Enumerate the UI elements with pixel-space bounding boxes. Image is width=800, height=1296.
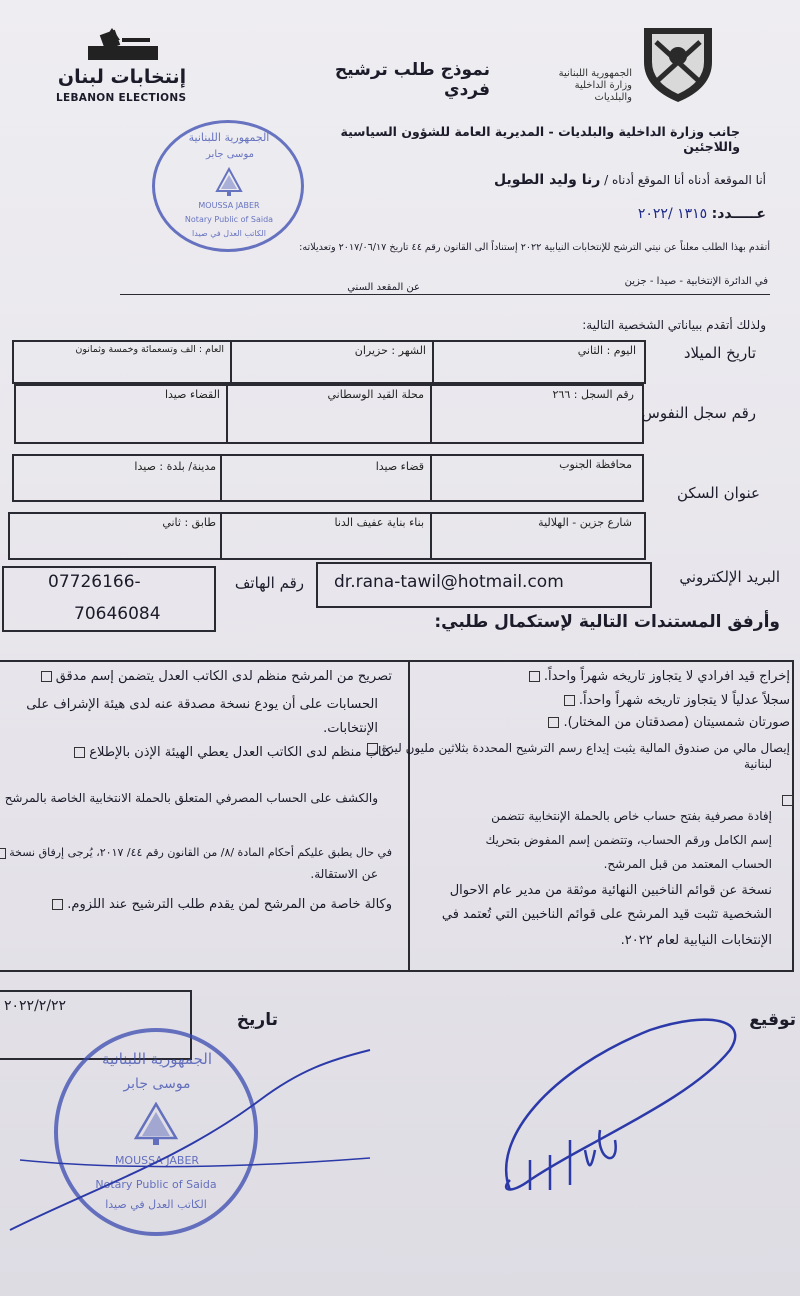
address-label: عنوان السكن: [677, 484, 760, 502]
doc-right-4b: لبنانية: [744, 757, 772, 771]
documents-heading: وأرفق المستندات التالية لإستكمال طلبي:: [434, 612, 780, 632]
phone-line-1: 07726166-: [48, 572, 141, 592]
addr-street: شارع جزين - الهلالية: [538, 516, 632, 529]
documents-divider: [408, 660, 410, 972]
signer-prefix: أنا الموقعة أدناه أنا الموقع أدناه /: [604, 173, 766, 187]
notary-stamp-top: [152, 120, 304, 252]
doc-left-2b: والكشف على الحساب المصرفي المتعلق بالحملة الانتخابية الخاصة بالمرشح: [4, 791, 378, 805]
date-label: تاريخ: [236, 1010, 278, 1030]
ballot-box-icon: [52, 28, 202, 68]
registry-locality: محلة القيد الوسطاني: [327, 388, 424, 401]
stamp-top-name-ar: موسى جابر: [206, 149, 254, 160]
doc-left-2: كتاب منظم لدى الكاتب العدل يعطي الهيئة الإذن بالإطلاع: [74, 744, 392, 762]
addr-floor: طابق : ثاني: [162, 516, 216, 529]
addr-governorate: محافظة الجنوب: [559, 458, 632, 471]
doc-right-5b: إسم الكامل ورقم الحساب، وتتضمن إسم المفوض بتحريك: [485, 833, 772, 847]
stamp-top-notary-ar: الكاتب العدل في صيدا: [192, 229, 266, 238]
registry-district: القضاء صيدا: [164, 388, 220, 401]
ministry-emblem: [636, 22, 720, 104]
shield-emblem-icon: [636, 22, 720, 104]
form-title: نموذج طلب ترشيح فردي: [334, 60, 490, 100]
addr-district: قضاء صيدا: [375, 460, 424, 473]
district-underline: [120, 294, 770, 295]
date-value: ٢٠٢٢/٢/٢٢: [4, 998, 67, 1014]
signer-name: رنا وليد الطويل: [494, 172, 601, 188]
doc-left-1b: الحسابات على أن يودع نسخة مصدقة عنه لدى هيئة الإشراف على: [26, 697, 378, 712]
dob-year: العام : الف وتسعمائة وخمسة وثمانون: [75, 344, 224, 355]
stamp-bottom-republic: الجمهورية اللبنانية: [101, 1050, 213, 1068]
ministry-logo-text: [540, 68, 632, 104]
number-value: ١٣١٥ /٢٠٢٢: [637, 206, 708, 222]
doc-left-3: في حال يطبق عليكم أحكام المادة /٨/ من القانون رقم ٤٤/ ٢٠١٧، يُرجى إرفاق نسخة: [0, 846, 392, 861]
address-box-1: [12, 454, 644, 502]
doc-right-6b: الشخصية تثبت قيد المرشح على قوائم الناخبين التي تُعتمد في: [441, 907, 772, 922]
number-label: عـــــدد:: [711, 206, 766, 222]
address1-divider-2: [430, 454, 432, 502]
doc-right-5a: إفادة مصرفية بفتح حساب خاص بالحملة الإنتخابية تتضمن: [491, 809, 772, 823]
doc-right-5-checkbox[interactable]: [782, 790, 793, 809]
seat-text: عن المقعد السني: [347, 282, 420, 293]
addr-city: مدينة/ بلدة : صيدا: [134, 460, 216, 473]
doc-right-3: صورتان شمسيتان (مصدقتان من المختار).: [548, 714, 790, 732]
phone-line-2: 70646084: [74, 604, 161, 624]
registry-number: رقم السجل : ٢٦٦: [552, 388, 634, 401]
ministry-line-2: وزارة الداخلية: [574, 80, 632, 91]
dob-month: الشهر : حزيران: [354, 344, 426, 357]
cedar-icon: [211, 167, 247, 197]
dob-label: تاريخ الميلاد: [683, 344, 756, 362]
elections-logo: [52, 28, 202, 110]
ministry-line-3: والبلديات: [594, 92, 632, 103]
elections-logo-english: LEBANON ELECTIONS: [56, 92, 187, 104]
address2-divider-1: [220, 512, 222, 560]
stamp-bottom-name-ar: موسى جابر: [123, 1076, 191, 1092]
checkbox[interactable]: [41, 671, 52, 682]
district-text: في الدائرة الإنتخابية - صيدا - جزين: [624, 276, 768, 287]
stamp-bottom-name-en: MOUSSA JABER: [114, 1154, 200, 1167]
signature-label: توقيع: [749, 1010, 796, 1030]
addressee: جانب وزارة الداخلية والبلديات - المديرية العامة للشؤون السياسية واللاجئين: [340, 124, 740, 154]
stamp-top-notary-en: Notary Public of Saida: [184, 215, 274, 224]
registry-divider-1: [226, 384, 228, 444]
ministry-line-1: الجمهورية اللبنانية: [558, 68, 632, 79]
number-line: [540, 206, 766, 222]
elections-logo-arabic: إنتخابات لبنان: [57, 66, 187, 88]
doc-right-6c: الإنتخابات النيابية لعام ٢٠٢٢.: [620, 933, 772, 948]
doc-right-4: إيصال مالي من صندوق المالية يثبت إيداع رسم الترشيح المحددة بثلاثين مليون ليرة: [367, 740, 790, 756]
doc-right-1: إخراج قيد افرادي لا يتجاوز تاريخه شهراً واحداً.: [529, 668, 790, 686]
checkbox[interactable]: [0, 848, 6, 859]
checkbox[interactable]: [74, 747, 85, 758]
doc-left-4: وكالة خاصة من المرشح لمن يقدم طلب الترشيح عند اللزوم.: [52, 896, 392, 914]
stamp-signature-stroke-icon: [0, 1040, 380, 1240]
request-text: أتقدم بهذا الطلب معلناً عن نيتي الترشح للإنتخابات النيابية ٢٠٢٢ إستناداً الى القانون رقم ٤٤ تاريخ ٢٠١٧/٠٦/١٧ وتعديلاته:: [299, 242, 770, 253]
checkbox[interactable]: [52, 899, 63, 910]
dob-divider-2: [432, 340, 434, 384]
signature-scribble-icon: [470, 990, 770, 1210]
doc-left-1c: الإنتخابات.: [323, 721, 378, 736]
personal-data-intro: ولذلك أتقدم ببياناتي الشخصية التالية:: [582, 318, 766, 332]
address1-divider-1: [220, 454, 222, 502]
stamp-top-republic: الجمهورية اللبنانية: [188, 131, 270, 144]
registry-divider-2: [430, 384, 432, 444]
dob-day: اليوم : الثاني: [577, 344, 636, 357]
doc-right-5c: الحساب المعتمد من قبل المرشح.: [603, 857, 772, 871]
checkbox[interactable]: [564, 695, 575, 706]
addr-building: بناء بناية عفيف الدنا: [334, 516, 424, 529]
email-value: dr.rana-tawil@hotmail.com: [334, 572, 564, 592]
signer-line: [300, 172, 766, 188]
doc-left-3b: عن الاستقالة.: [310, 867, 378, 881]
doc-right-2: سجلاً عدلياً لا يتجاوز تاريخه شهراً واحداً.: [564, 692, 790, 710]
checkbox[interactable]: [529, 671, 540, 682]
dob-divider-1: [230, 340, 232, 384]
stamp-bottom-notary-en: Notary Public of Saida: [95, 1178, 217, 1191]
phone-label: رقم الهاتف: [234, 574, 304, 592]
stamp-bottom-notary-ar: الكاتب العدل في صيدا: [105, 1198, 207, 1211]
address2-divider-2: [430, 512, 432, 560]
doc-right-6a: نسخة عن قوائم الناخبين النهائية موثقة من مدير عام الاحوال: [449, 883, 772, 898]
email-label: البريد الإلكتروني: [679, 568, 780, 586]
stamp-top-name-en: MOUSSA JABER: [198, 201, 260, 210]
doc-left-1: تصريح من المرشح منظم لدى الكاتب العدل يتضمن إسم مدقق: [41, 668, 392, 686]
checkbox[interactable]: [548, 717, 559, 728]
registry-label: رقم سجل النفوس: [641, 404, 756, 422]
